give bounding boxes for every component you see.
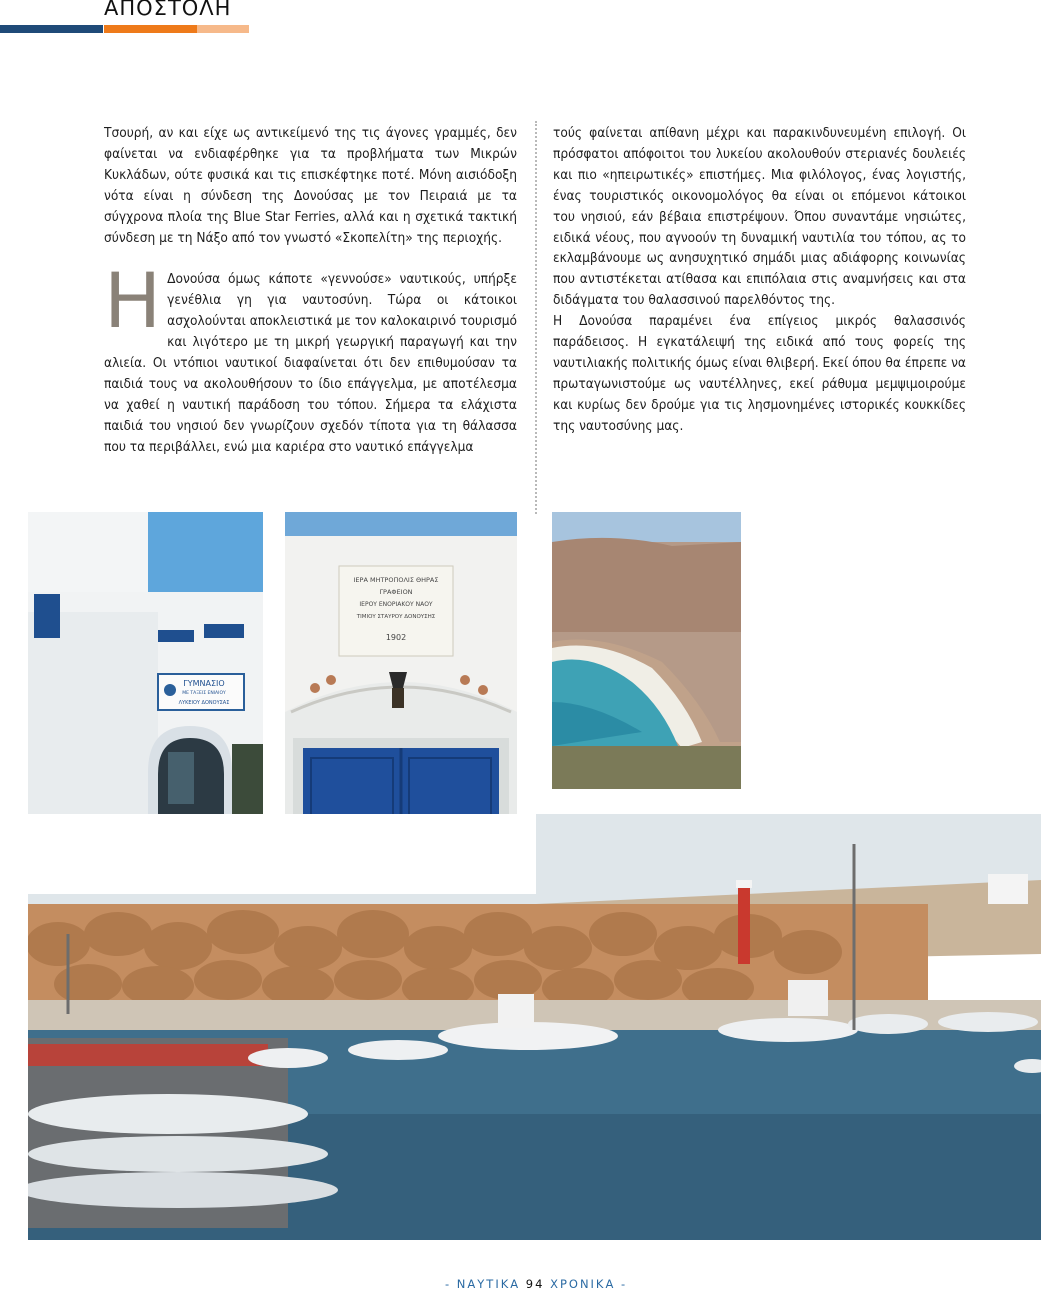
church-plaque-year: 1902: [385, 633, 407, 642]
footer-right: ΧΡΟΝΙΚΑ -: [550, 1277, 628, 1291]
page-footer: [445, 1277, 627, 1291]
school-sign-line2: ΜΕ ΤΑΞΕΙΣ ΕΝΙΑΙΟΥ: [182, 691, 226, 696]
article-paragraph-text: Δονούσα όμως κάποτε «γεννούσε» ναυτικούς, υπήρξε γενέθλια γη για ναυτοσύνη. Τώρα οι κάτοικοι ασχολούνται αποκλειστικά με τον καλοκαιρινό τουρισμό και λιγότερο με τη μικρή γεωργική παραγωγή και την αλιεία. Οι ντόπιοι ναυτικοί διαφαίνεται ότι δεν επιθυμούσαν τα παιδιά τους να ακολουθήσουν το ίδιο επάγγελμα, με αποτέλεσμα να χαθεί η ναυτική παράδοση του τόπου. Σήμερα τα ελάχιστα παιδιά του νησιού δεν γνωρίζουν σχεδόν τίποτα για τη θάλασσα που τα περιβάλλει, ενώ μια καριέρα στο ναυτικό επάγγελμα: [104, 271, 517, 455]
column-divider: [535, 121, 537, 514]
header-rule-navy: [0, 25, 103, 33]
article-paragraph: Η Δονούσα παραμένει ένα επίγειος μικρός θαλασσινός παράδεισος. Η εγκατάλειψή της ειδικά από τους φορείς της ναυτιλιακής πολιτικής όμως είναι θλιβερή. Εκεί όπου θα έπρεπε να πρωταγωνιστούμε ως ναυτέλληνες, εκεί ράθυμα μεμψιμοιρούμε και κυρίως δεν δρούμε για τις λησμονημένες ιστορικές κουκκίδες της ναυτοσύνης μας.: [553, 313, 966, 434]
article-paragraph: [104, 256, 517, 457]
article-paragraph: Τσουρή, αν και είχε ως αντικείμενό της τις άγονες γραμμές, δεν φαίνεται να ενδιαφέρθηκε για τα προβλήματα των Μικρών Κυκλάδων, ούτε φυσικά και τις επισκέφτηκε ποτέ. Μόνη αισιόδοξη νότα είναι η σύνδεση της Δονούσας με τον Πειραιά με τα σύγχρονα πλοία της Blue Star Ferries, αλλά και η σχετικά τακτική σύνδεση με τη Νάξο από τον γνωστό «Σκοπελίτη» της περιοχής.: [104, 125, 517, 246]
photo-harbor: [28, 814, 1041, 1240]
church-plaque-line4: ΤΙΜΙΟΥ ΣΤΑΥΡΟΥ ΔΟΝΟΥΣΗΣ: [356, 614, 436, 620]
church-plaque-line3: ΙΕΡΟΥ ΕΝΟΡΙΑΚΟΥ ΝΑΟΥ: [359, 601, 433, 608]
school-sign-line1: ΓΥΜΝΑΣΙΟ: [183, 679, 225, 688]
article-column-right: [553, 123, 966, 437]
section-title: ΑΠΟΣΤΟΛΗ: [104, 0, 232, 20]
header-rule-orange: [104, 25, 197, 33]
header-rule-peach: [197, 25, 249, 33]
footer-left: - ΝΑΥΤΙΚΑ: [445, 1277, 521, 1291]
article-column-left: [104, 123, 517, 458]
drop-cap: Η: [104, 256, 162, 346]
photo-church: [285, 512, 517, 866]
photo-school: [28, 512, 263, 866]
church-plaque-line2: ΓΡΑΦΕΙΟΝ: [379, 588, 413, 596]
photo-beach: [552, 512, 741, 789]
page-number: 94: [525, 1277, 545, 1291]
church-plaque-line1: ΙΕΡΑ ΜΗΤΡΟΠΟΛΙΣ ΘΗΡΑΣ: [353, 576, 439, 584]
school-sign-line3: ΛΥΚΕΙΟΥ ΔΟΝΟΥΣΑΣ: [178, 700, 230, 706]
article-paragraph: τούς φαίνεται απίθανη μέχρι και παρακινδυνευμένη επιλογή. Οι πρόσφατοι απόφοιτοι του λυκείου ακολουθούν στεριανές δουλειές και πιο «ηπειρωτικές» επιστήμες. Μια φιλόλογος, ένας λογιστής, ένας τουριστικός οικονομολόγος θα είναι οι επόμενοι κάτοικοι του νησιού, εάν βέβαια επιστρέψουν. Όπου συναντάμε νησιώτες, ειδικά νέους, που αγνοούν τη δυναμική ναυτιλία του τόπου, ας το εκλαμβάνουμε ως ανησυχητικό σημάδι μιας αδιάφορης κοινωνίας που αντιστέκεται ατίθασα και επιπόλαια στις αναμνήσεις και στα διδάγματα του θαλασσινού παρελθόντος της.: [553, 125, 966, 309]
